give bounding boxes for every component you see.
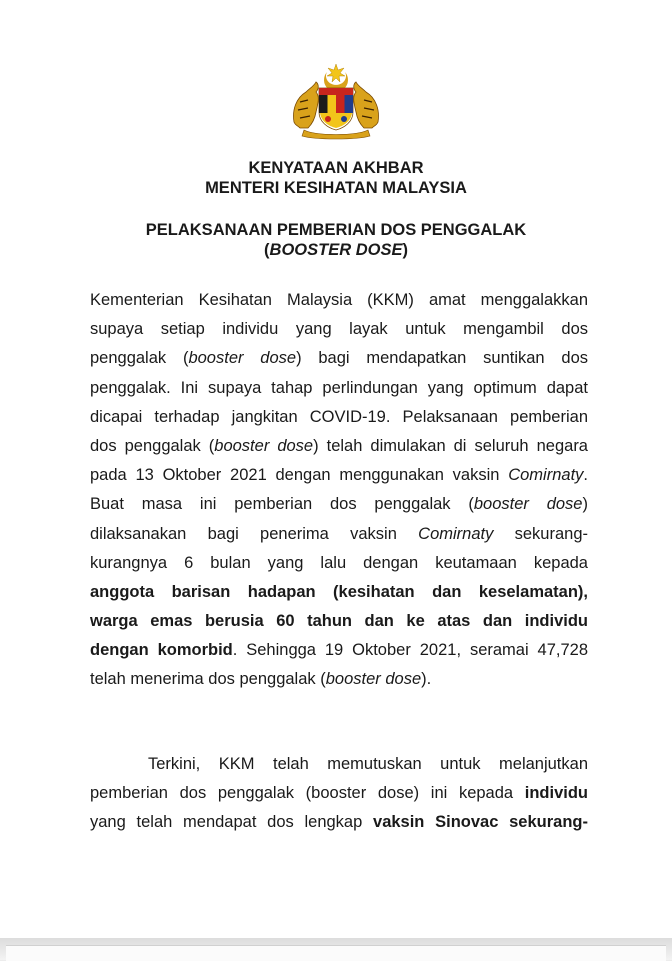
paragraph-line: dicapai terhadap jangkitan COVID-19. Pelaksanaan pemberian [90, 407, 588, 426]
paragraph-line: dengan komorbid. Sehingga 19 Oktober 2021, seramai 47,728 [90, 641, 588, 660]
paragraph-line: pemberian dos penggalak (booster dose) ini kepada individu [90, 784, 588, 803]
next-page-edge [0, 938, 672, 960]
paragraph-line: pada 13 Oktober 2021 dengan menggunakan vaksin Comirnaty. [90, 466, 588, 485]
paragraph-line: penggalak (booster dose) bagi mendapatkan suntikan dos [90, 349, 589, 368]
paragraph-line: Buat masa ini pemberian dos penggalak (booster dose) [90, 495, 588, 514]
paragraph-line: dilaksanakan bagi penerima vaksin Comirnaty sekurang- [90, 524, 588, 543]
document-subtitle: (BOOSTER DOSE) [264, 241, 408, 259]
paragraph-1 [90, 286, 588, 695]
paragraph-line: kurangnya 6 bulan yang lalu dengan keutamaan kepada [90, 553, 588, 572]
paragraph-line: anggota barisan hadapan (kesihatan dan keselamatan), [90, 582, 588, 601]
paragraph-line: telah menerima dos penggalak (booster dose). [90, 670, 432, 689]
paragraph-2 [90, 750, 588, 838]
paragraph-line: penggalak. Ini supaya tahap perlindungan yang optimum dapat [90, 378, 588, 397]
paragraph-line: supaya setiap individu yang layak untuk mengambil dos [90, 320, 588, 339]
press-statement-heading: KENYATAAN AKHBAR [248, 159, 424, 177]
paragraph-line: yang telah mendapat dos lengkap vaksin Sinovac sekurang- [90, 813, 588, 832]
paragraph-line: dos penggalak (booster dose) telah dimulakan di seluruh negara [90, 436, 588, 455]
paragraph-line: Kementerian Kesihatan Malaysia (KKM) amat menggalakkan [90, 291, 588, 309]
paragraph-line: Terkini, KKM telah memutuskan untuk melanjutkan [148, 755, 588, 773]
document-title: PELAKSANAAN PEMBERIAN DOS PENGGALAK [145, 221, 527, 239]
ministry-heading: MENTERI KESIHATAN MALAYSIA [205, 179, 467, 197]
malaysia-coat-of-arms-emblem [286, 62, 386, 140]
next-sheet [6, 945, 666, 961]
paragraph-line: warga emas berusia 60 tahun dan ke atas dan individu [90, 612, 588, 631]
